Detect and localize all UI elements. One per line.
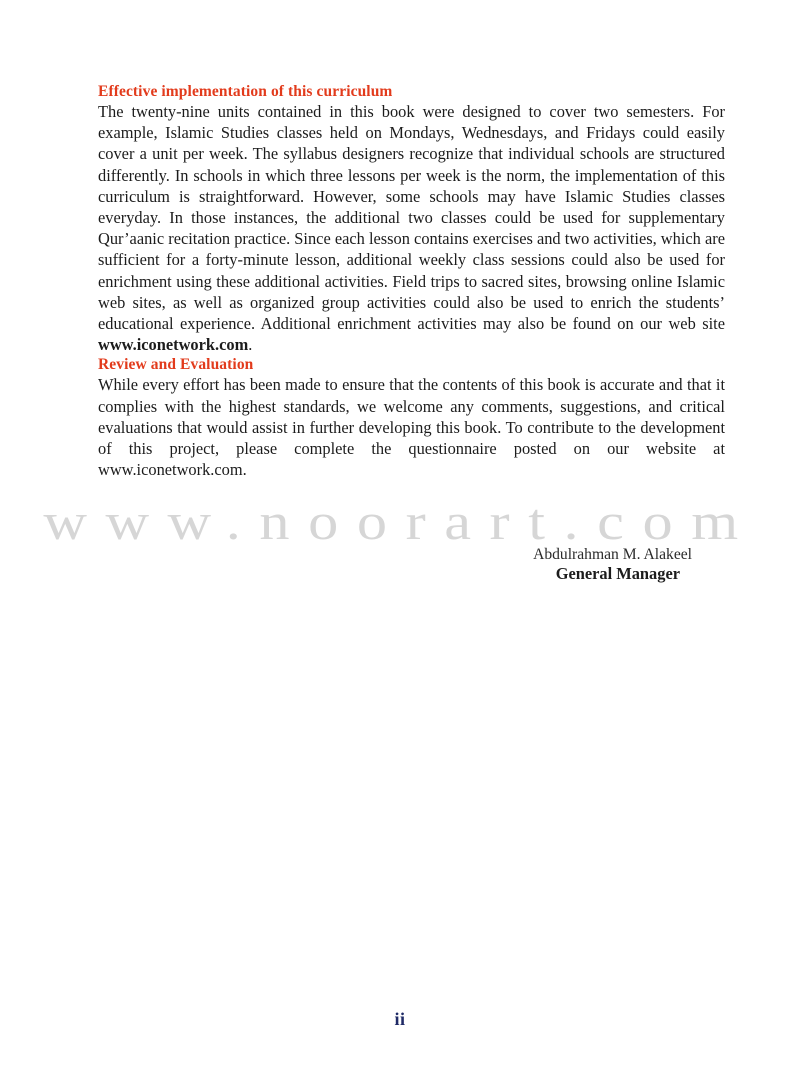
page-number: ii (394, 1009, 406, 1029)
iconetwork-url-bold: www.iconetwork.com (98, 335, 249, 355)
paragraph-text-lead: The twenty-nine units contained in this book were designed to cover two semesters. For example, Islamic Studies classes held on Mondays, Wednesdays, and Fridays could easily cover a unit per week. The syllabus designers recognize that individual schools are structured differently. In schools in which three lessons per week is the norm, the implementation of this curriculum is straightforward. However, some schools may have Islamic Studies classes everyday. In those instances, the additional two classes could be used for supplementary Qur’aanic recitation practice. Since each lesson contains exercises and two activities, which are sufficient for a forty-minute lesson, additional weekly class sessions could also be used for enrichment using these additional activities. Field trips to sacred sites, browsing online Islamic web sites, as well as organized group activities could also be used to enrich the students’ educational experience. Additional enrichment activities may also be found on our web site (98, 102, 725, 334)
content-column (98, 82, 725, 480)
signature-block (98, 545, 725, 584)
signature-name: Abdulrahman M. Alakeel (533, 546, 692, 563)
section-heading-review-and-evaluation: Review and Evaluation (98, 356, 254, 374)
signature-title: General Manager (555, 564, 680, 583)
section-heading-effective-implementation: Effective implementation of this curriculum (98, 83, 393, 100)
paragraph-text-tail: . (248, 335, 253, 355)
watermark-noorart: www.noorart.com (43, 494, 757, 551)
paragraph-effective-implementation (98, 101, 725, 355)
paragraph-review-and-evaluation: While every effort has been made to ensure that the contents of this book is accurate and that it complies with the highest standards, we welcome any comments, suggestions, and critical evaluations that would assist in further developing this book. To contribute to the development of this project, please complete the questionnaire posted on our website at www.iconetwork.com. (98, 375, 725, 480)
